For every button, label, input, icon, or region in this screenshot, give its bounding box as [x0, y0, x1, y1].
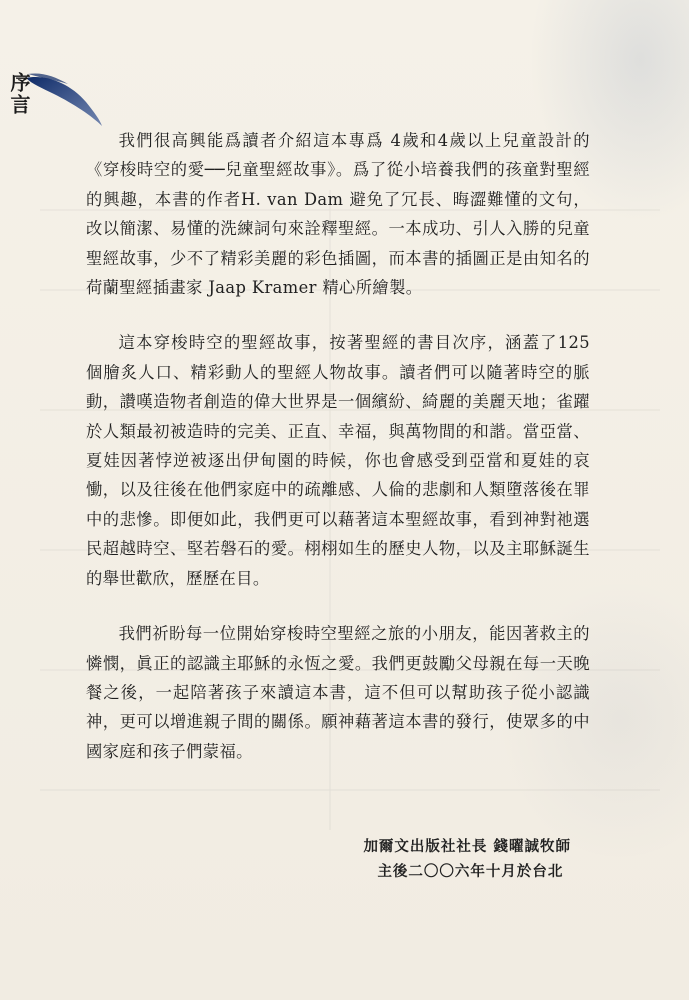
signature-author: 加爾文出版社社長 錢曜誠牧師: [363, 838, 571, 855]
paragraph-3-rest: 憫，眞正的認識主耶穌的永恆之愛。我們更鼓勵父母親在每一天晚餐之後，一起陪著孩子來讀這本書，這不但可以幫助孩子從小認識神，更可以增進親子間的關係。願神藉著這本書的發行，使眾多的中國家庭和孩子們蒙福。: [86, 653, 590, 761]
brush-stroke-ornament: [24, 70, 104, 130]
paragraph-3-first-line: 我們祈盼每一位開始穿梭時空聖經之旅的小朋友，能因著救主的憐: [86, 624, 590, 673]
paragraph-2-first-line: 這本穿梭時空的聖經故事，按著聖經的書目次序，涵蓋了125 個膾: [86, 333, 590, 382]
paragraph-2-rest: 炙人口、精彩動人的聖經人物故事。讀者們可以隨著時空的脈動，讚嘆造物者創造的偉大世界是一個繽紛、綺麗的美麗天地；雀躍於人類最初被造時的完美、正直、幸福，與萬物間的和諧。當亞當、夏娃因著悖逆被逐出伊甸園的時候，你也會感受到亞當和夏娃的哀慟，以及往後在他們家庭中的疏離感、人倫的悲劇和人類墮落後在罪中的悲慘。即便如此，我們更可以藉著這本聖經故事，看到神對祂選民超越時空、堅若磐石的愛。栩栩如生的歷史人物，以及主耶穌誕生的舉世歡欣，歷歷在目。: [86, 362, 590, 588]
signature-block: [363, 834, 571, 884]
preface-body: [86, 126, 590, 792]
paragraph-2: [86, 328, 590, 593]
paragraph-3: [86, 619, 590, 766]
paragraph-1-first-line: 我們很高興能爲讀者介紹這本專爲 4歲和4歲以上兒童設計的《穿梭: [86, 131, 590, 180]
signature-date-place: 主後二〇〇六年十月於台北: [377, 863, 564, 880]
paragraph-1: [86, 126, 590, 302]
paragraph-1-rest: 時空的愛──兒童聖經故事》。爲了從小培養我們的孩童對聖經的興趣，本書的作者H. van Dam 避免了冗長、晦澀難懂的文句，改以簡潔、易懂的洗練詞句來詮釋聖經。一本成功、引人入勝的兒童聖經故事，少不了精彩美麗的彩色插圖，而本書的插圖正是由知名的荷蘭聖經插畫家 Jaap Kramer 精心所繪製。: [86, 160, 590, 298]
section-title: 序言: [7, 72, 31, 116]
